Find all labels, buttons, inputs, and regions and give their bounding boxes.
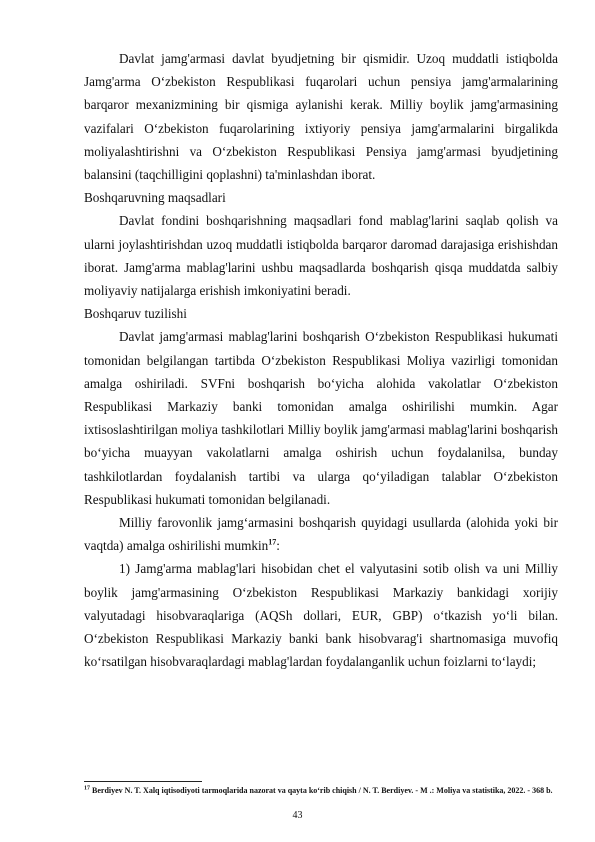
footnote-text: Berdiyev N. T. Xalq iqtisodiyoti tarmoqlarida nazorat va qayta ko‘rib chiqish / N. T. Berdiyev. - M .: Moliya va statistika, 2022. - 368 b. bbox=[92, 786, 553, 795]
heading-management-structure: Boshqaruv tuzilishi bbox=[84, 306, 187, 322]
methods-colon: : bbox=[276, 538, 280, 554]
methods-text: Milliy farovonlik jamg‘armasini boshqarish quyidagi usullarda (alohida yoki bir vaqtda) amalga oshirilishi mumkin bbox=[84, 515, 558, 554]
footnote bbox=[84, 785, 558, 796]
paragraph-management-goals: Davlat fondini boshqarishning maqsadlari fond mablag'larini saqlab qolish va ularni joylashtirishdan uzoq muddatli istiqbolda barqaror daromad darajasiga erishishdan iborat. Jamg'arma mablag'larini ushbu maqsadlarda boshqarish qisqa muddatda salbiy moliyaviy natijalarga erishish imkoniyatini beradi. bbox=[84, 213, 558, 299]
body-text bbox=[84, 47, 558, 673]
footnote-separator bbox=[84, 781, 202, 782]
heading-management-goals: Boshqaruvning maqsadlari bbox=[84, 190, 226, 206]
page-number: 43 bbox=[292, 810, 303, 821]
paragraph-fund-intro: Davlat jamg'armasi davlat byudjetning bir qismidir. Uzoq muddatli istiqbolda Jamg'arma O‘zbekiston Respublikasi fuqarolari uchun pensiya jamg'armalarining barqaror mexanizmining bir qismiga aylanishi kerak. Milliy boylik jamg'armasining vazifalari O‘zbekiston fuqarolarining ixtiyoriy pensiya jamg'armalarini birgalikda moliyalashtirishni va O‘zbekiston Respublikasi Pensiya jamg'armasi byudjetining balansini (taqchilligini qoplashni) ta'minlashdan iborat. bbox=[84, 51, 558, 183]
paragraph-method-1: 1) Jamg'arma mablag'lari hisobidan chet el valyutasini sotib olish va uni Milliy boylik jamg'armasining O‘zbekiston Respublikasi Markaziy bankidagi xorijiy valyutadagi hisobvaraqlariga (AQSh dollari, EUR, GBP) o‘tkazish yo‘li bilan. O‘zbekiston Respublikasi Markaziy banki bank hisobvarag'i shartnomasiga muvofiq ko‘rsatilgan hisobvaraqlardagi mablag'lardan foydalanganlik uchun foizlarni to‘laydi; bbox=[84, 561, 558, 670]
footnote-reference[interactable]: 17 bbox=[268, 537, 277, 547]
paragraph-management-structure: Davlat jamg'armasi mablag'larini boshqarish O‘zbekiston Respublikasi hukumati tomonidan belgilangan tartibda O‘zbekiston Respublikasi Moliya vazirligi tomonidan amalga oshiriladi. SVFni boshqarish bo‘yicha alohida vakolatlar O‘zbekiston Respublikasi Markaziy banki tomonidan amalga oshirilishi mumkin. Agar ixtisoslashtirilgan moliya tashkilotlari Milliy boylik jamg'armasi mablag'larini boshqarish bo‘yicha muayyan vakolatlarni amalga oshirish uchun foydalanilsa, bunday tashkilotlardan foydalanish tartibi va ularga qo‘yiladigan talablar O‘zbekiston Respublikasi hukumati tomonidan belgilanadi. bbox=[84, 329, 558, 507]
paragraph-management-methods bbox=[84, 511, 558, 557]
footnote-number: 17 bbox=[84, 785, 90, 792]
